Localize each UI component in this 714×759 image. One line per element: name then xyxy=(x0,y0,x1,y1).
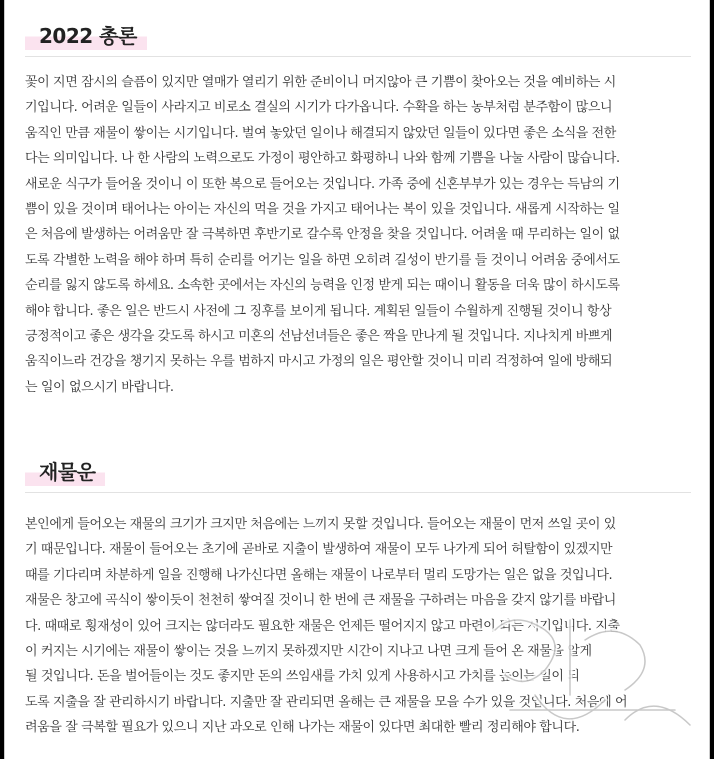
section-title-wealth: 재물운 xyxy=(25,458,105,486)
text-line: 해야 합니다. 좋은 일은 반드시 사전에 그 징후를 보이게 됩니다. 계획된 일들이 수월하게 진행될 것이니 항상 xyxy=(25,303,612,319)
text-line: 긍정적이고 좋은 생각을 갖도록 하시고 미혼의 선남선녀들은 좋은 짝을 만나게 될 것입니다. 지나치게 바쁘게 xyxy=(25,329,613,345)
text-line: 될 것입니다. 돈을 벌어들이는 것도 좋지만 돈의 쓰임새를 가치 있게 사용하시고 가치를 높이는 일이 되 xyxy=(25,669,580,685)
text-line: 도록 지출을 잘 관리하시기 바랍니다. 지출만 잘 관리되면 올해는 큰 재물을 모을 수가 있을 것입니다. 처음에 어 xyxy=(25,694,628,710)
text-line: 는 일이 없으시기 바랍니다. xyxy=(25,379,174,395)
text-line: 려움을 잘 극복할 필요가 있으니 지난 과오로 인해 나가는 재물이 있다면 최대한 빨리 정리해야 합니다. xyxy=(25,720,580,736)
text-line: 다. 때때로 횡재성이 있어 크지는 않더라도 필요한 재물은 언제든 떨어지지 않고 마련이 되는 시기입니다. 지출 xyxy=(25,618,620,634)
text-line: 도록 각별한 노력을 해야 하며 특히 순리를 어기는 일을 하면 오히려 길성이 반기를 들 것이니 어려움 중에서도 xyxy=(25,252,620,268)
text-line: 은 처음에 발생하는 어려움만 잘 극복하면 후반기로 갈수록 안정을 찾을 것입니다. 어려울 때 무리하는 일이 없 xyxy=(25,227,620,243)
text-line: 움직인 만큼 재물이 쌓이는 시기입니다. 벌여 놓았던 일이나 해결되지 않았던 일들이 있다면 좋은 소식을 전한 xyxy=(25,125,616,141)
text-line: 다는 의미입니다. 나 한 사람의 노력으로도 가정이 평안하고 화평하니 나와 함께 기쁨을 나눌 사람이 많습니다. xyxy=(25,151,620,167)
text-line: 기입니다. 어려운 일들이 사라지고 비로소 결실의 시기가 다가옵니다. 수확을 하는 농부처럼 분주함이 많으니 xyxy=(25,100,613,116)
section-divider xyxy=(25,492,691,493)
fortune-document xyxy=(4,0,710,759)
text-line: 새로운 식구가 들어올 것이니 이 또한 복으로 들어오는 것입니다. 가족 중에 신혼부부가 있는 경우는 득남의 기 xyxy=(25,176,620,192)
text-line: 때를 기다리며 차분하게 일을 진행해 나가신다면 올해는 재물이 나로부터 멀리 도망가는 일은 없을 것입니다. xyxy=(25,567,613,583)
section-divider xyxy=(25,56,691,57)
text-line: 이 커지는 시기에는 재물이 쌓이는 것을 느끼지 못하겠지만 시간이 지나고 나면 크게 들어 온 재물을 알게 xyxy=(25,644,592,660)
text-line: 꽃이 지면 잠시의 슬픔이 있지만 열매가 열리기 위한 준비이니 머지않아 큰 기쁨이 찾아오는 것을 예비하는 시 xyxy=(25,75,616,90)
section-title-general: 2022 총론 xyxy=(25,22,147,50)
section-body-general xyxy=(25,70,691,400)
text-line: 본인에게 들어오는 재물의 크기가 크지만 처음에는 느끼지 못할 것입니다. 들어오는 재물이 먼저 쓰일 곳이 있 xyxy=(25,517,616,532)
text-line: 쁨이 있을 것이며 태어나는 아이는 자신의 먹을 것을 가지고 태어나는 복이 있을 것입니다. 새롭게 시작하는 일 xyxy=(25,202,620,218)
text-line: 움직이느라 건강을 챙기지 못하는 우를 범하지 마시고 가정의 일은 평안할 것이니 미리 걱정하여 일에 방해되 xyxy=(25,354,613,370)
text-line: 재물은 창고에 곡식이 쌓이듯이 천천히 쌓여질 것이니 한 번에 큰 재물을 구하려는 마음을 갖지 않기를 바랍니 xyxy=(25,593,616,609)
section-body-wealth xyxy=(25,512,691,741)
text-line: 순리를 잃지 않도록 하세요. 소속한 곳에서는 자신의 능력을 인정 받게 되는 때이니 활동을 더욱 많이 하시도록 xyxy=(25,278,620,294)
text-line: 기 때문입니다. 재물이 들어오는 초기에 곧바로 지출이 발생하여 재물이 모두 나가게 되어 허탈함이 있겠지만 xyxy=(25,542,613,558)
